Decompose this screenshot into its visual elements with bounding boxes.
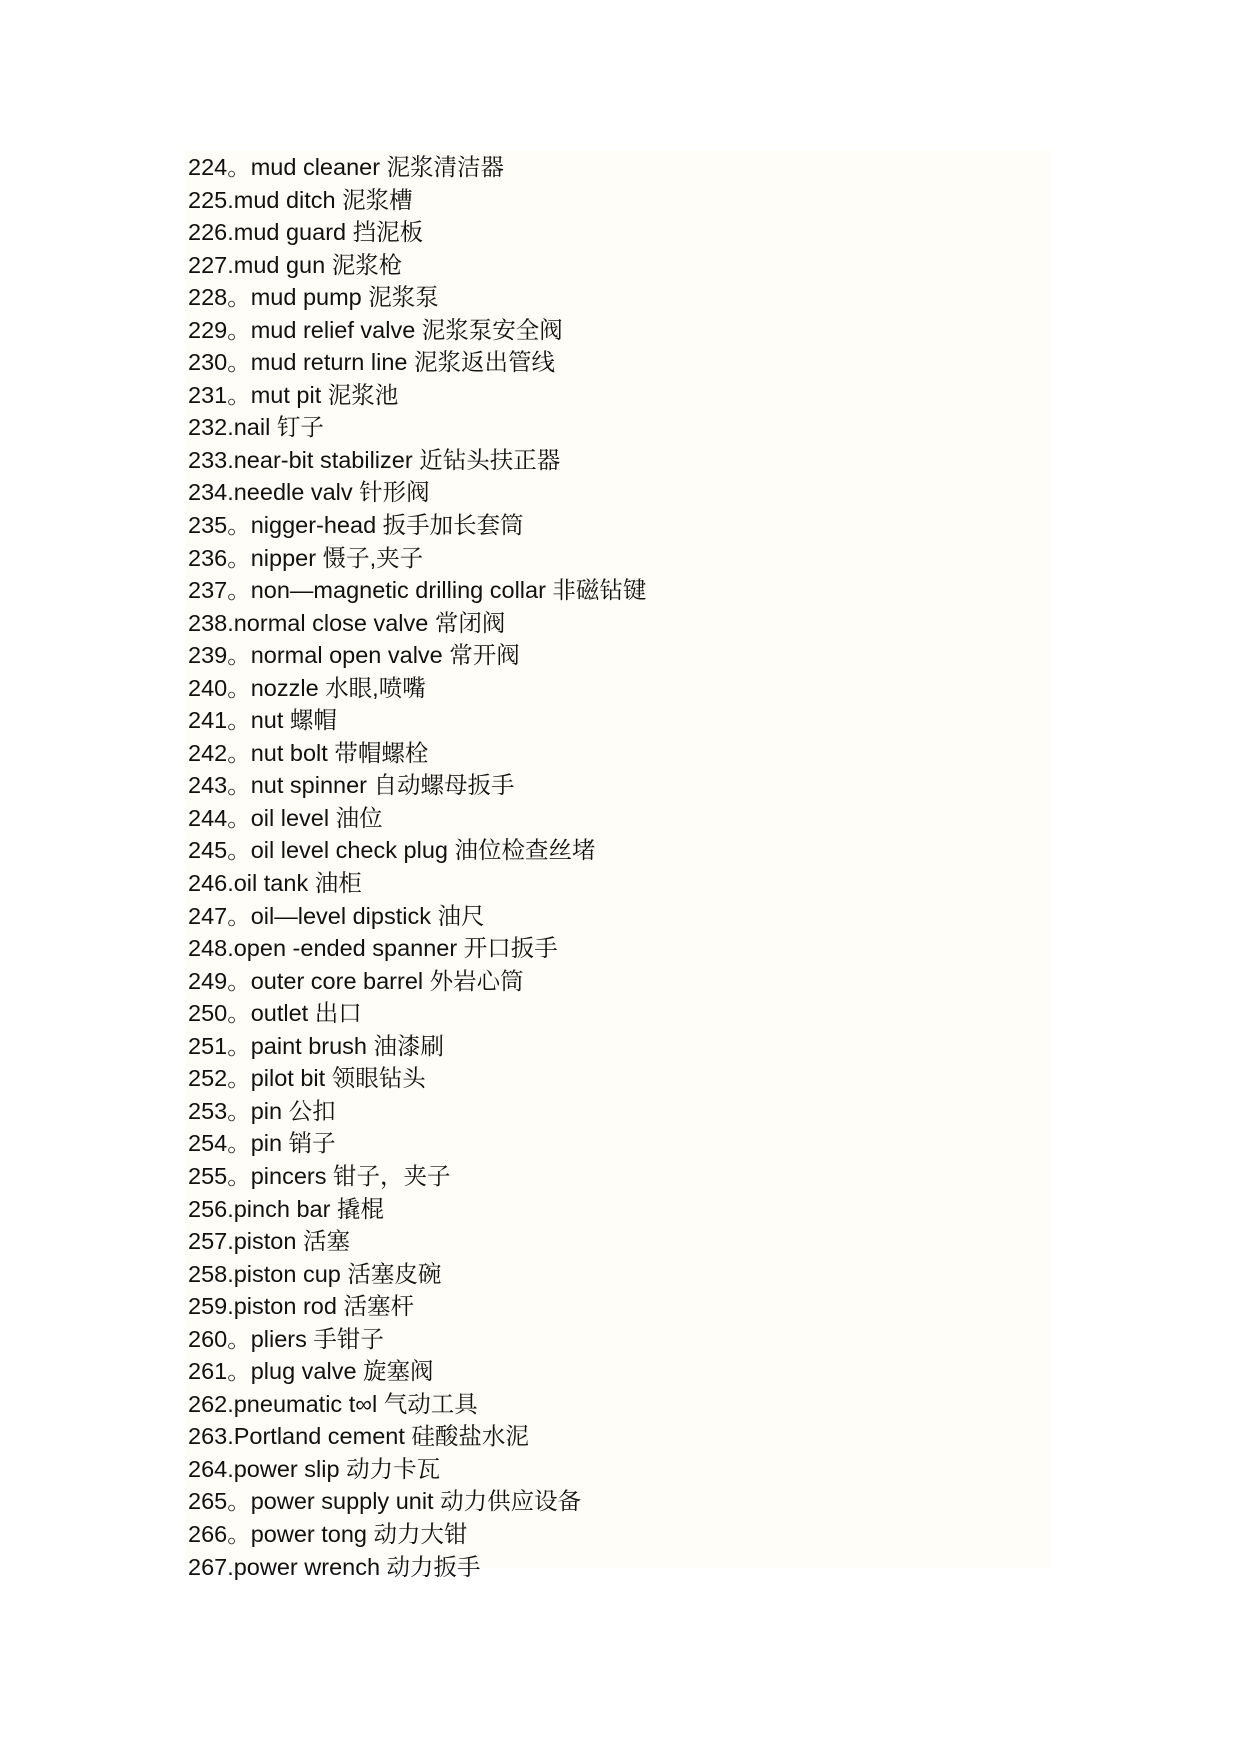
list-item: 232.nail 钉子: [188, 414, 324, 441]
list-item: 224。mud cleaner 泥浆清洁器: [188, 154, 505, 180]
list-item: 259.piston rod 活塞杆: [188, 1293, 414, 1320]
list-item: 234.needle valv 针形阀: [188, 479, 430, 506]
list-item: 245。oil level check plug 油位检查丝堵: [188, 837, 596, 864]
list-item: 261。plug valve 旋塞阀: [188, 1358, 434, 1385]
list-item: 250。outlet 出口: [188, 1000, 362, 1027]
list-item: 254。pin 销子: [188, 1130, 336, 1157]
list-item: 267.power wrench 动力扳手: [188, 1553, 481, 1580]
list-item: 248.open -ended spanner 开口扳手: [188, 935, 558, 962]
list-item: 246.oil tank 油柜: [188, 870, 362, 897]
list-item: 266。power tong 动力大钳: [188, 1520, 468, 1547]
list-item: 237。non—magnetic drilling collar 非磁钻键: [188, 577, 647, 604]
list-item: 239。normal open valve 常开阀: [188, 642, 520, 669]
list-item: 249。outer core barrel 外岩心筒: [188, 967, 524, 994]
list-item: 226.mud guard 挡泥板: [188, 219, 424, 246]
list-item: 260。pliers 手钳子: [188, 1325, 384, 1352]
list-item: 252。pilot bit 领眼钻头: [188, 1065, 426, 1092]
list-item: 233.near-bit stabilizer 近钻头扶正器: [188, 446, 561, 473]
list-item: 244。oil level 油位: [188, 804, 383, 831]
list-item: 257.piston 活塞: [188, 1228, 350, 1255]
list-item: 251。paint brush 油漆刷: [188, 1032, 445, 1059]
list-item: 247。oil—level dipstick 油尺: [188, 902, 485, 929]
list-item: 241。nut 螺帽: [188, 707, 337, 734]
list-item: 243。nut spinner 自动螺母扳手: [188, 772, 515, 799]
list-item: 242。nut bolt 带帽螺栓: [188, 739, 429, 766]
list-item: 238.normal close valve 常闭阀: [188, 609, 506, 636]
list-item: 253。pin 公扣: [188, 1097, 336, 1124]
list-item: 235。nigger-head 扳手加长套筒: [188, 512, 524, 539]
list-item: 228。mud pump 泥浆泵: [188, 284, 439, 311]
list-item: 230。mud return line 泥浆返出管线: [188, 349, 555, 376]
list-item: 265。power supply unit 动力供应设备: [188, 1488, 582, 1515]
list-item: 227.mud gun 泥浆枪: [188, 251, 403, 278]
list-item: 263.Portland cement 硅酸盐水泥: [188, 1423, 529, 1450]
list-item: 240。nozzle 水眼,喷嘴: [188, 674, 426, 701]
glossary-list: [188, 151, 646, 1583]
list-item: 258.piston cup 活塞皮碗: [188, 1260, 442, 1287]
list-item: 229。mud relief valve 泥浆泵安全阀: [188, 316, 563, 343]
list-item: 264.power slip 动力卡瓦: [188, 1455, 441, 1482]
list-item: 256.pinch bar 撬棍: [188, 1195, 384, 1222]
list-item: 255。pincers 钳子，夹子: [188, 1162, 451, 1189]
list-item: 225.mud ditch 泥浆槽: [188, 186, 413, 213]
list-item: 236。nipper 慑子,夹子: [188, 544, 424, 571]
list-item: 231。mut pit 泥浆池: [188, 381, 399, 408]
list-item: 262.pneumatic t∞l 气动工具: [188, 1390, 478, 1417]
